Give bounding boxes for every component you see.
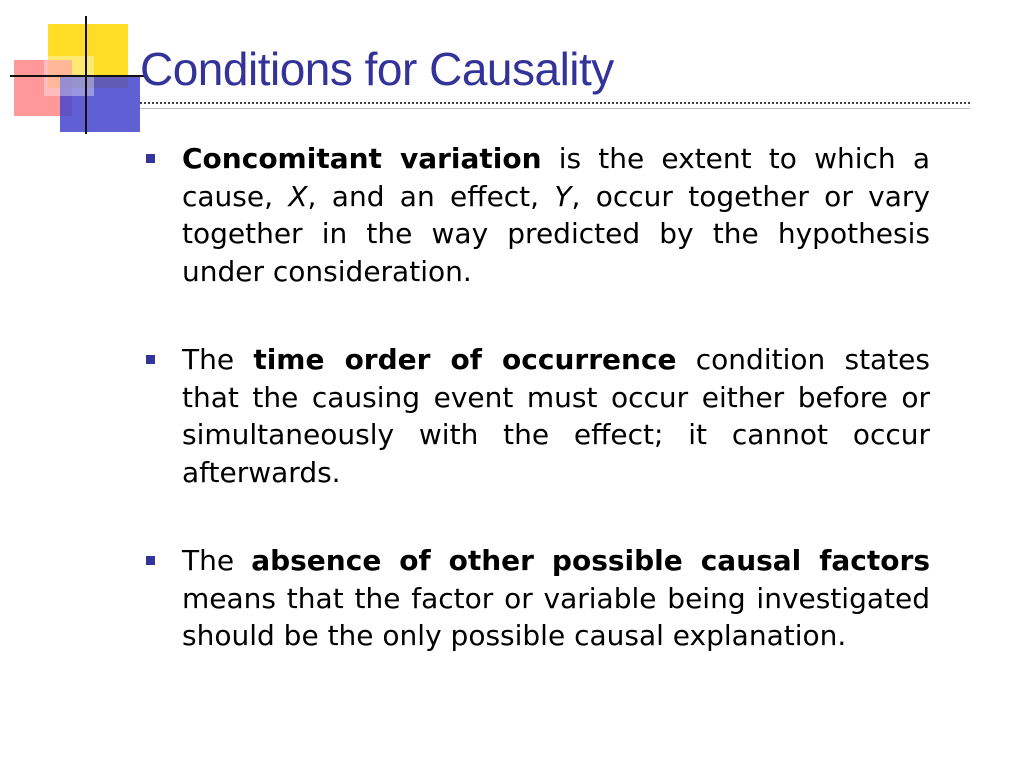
slide-title: Conditions for Causality <box>140 43 614 95</box>
bullet-square-icon <box>146 355 155 364</box>
bullet-concomitant-variation <box>146 140 930 290</box>
bullet-absence-of-causal-factors <box>146 542 930 655</box>
bullet-time-order <box>146 341 930 491</box>
bullet-square-icon <box>146 154 155 163</box>
bullet-lead: The <box>182 343 254 376</box>
bullet-square-icon <box>146 556 155 565</box>
bullet-term: time order of occurrence <box>253 343 677 376</box>
bullet-text: is the extent to which a cause, <box>182 142 930 213</box>
variable-y: Y <box>554 179 572 213</box>
bullet-lead: The <box>182 544 252 577</box>
bullet-text: , and an effect, <box>307 179 555 213</box>
bullet-text: , occur together or vary together in the way predicted by the hypothesis under consideration. <box>182 179 930 288</box>
title-divider <box>140 102 970 109</box>
bullet-text: means that the factor or variable being investigated should be the only possible causal explanation. <box>182 581 930 652</box>
bullet-text: condition states that the causing event must occur either before or simultaneously with the effect; it cannot occur afterwards. <box>182 343 931 489</box>
variable-x: X <box>288 179 308 213</box>
decorative-squares-logo <box>0 0 150 140</box>
bullet-term: absence of other possible causal factors <box>251 544 930 577</box>
bullet-term: Concomitant variation <box>182 142 542 175</box>
bullet-list <box>146 140 930 706</box>
